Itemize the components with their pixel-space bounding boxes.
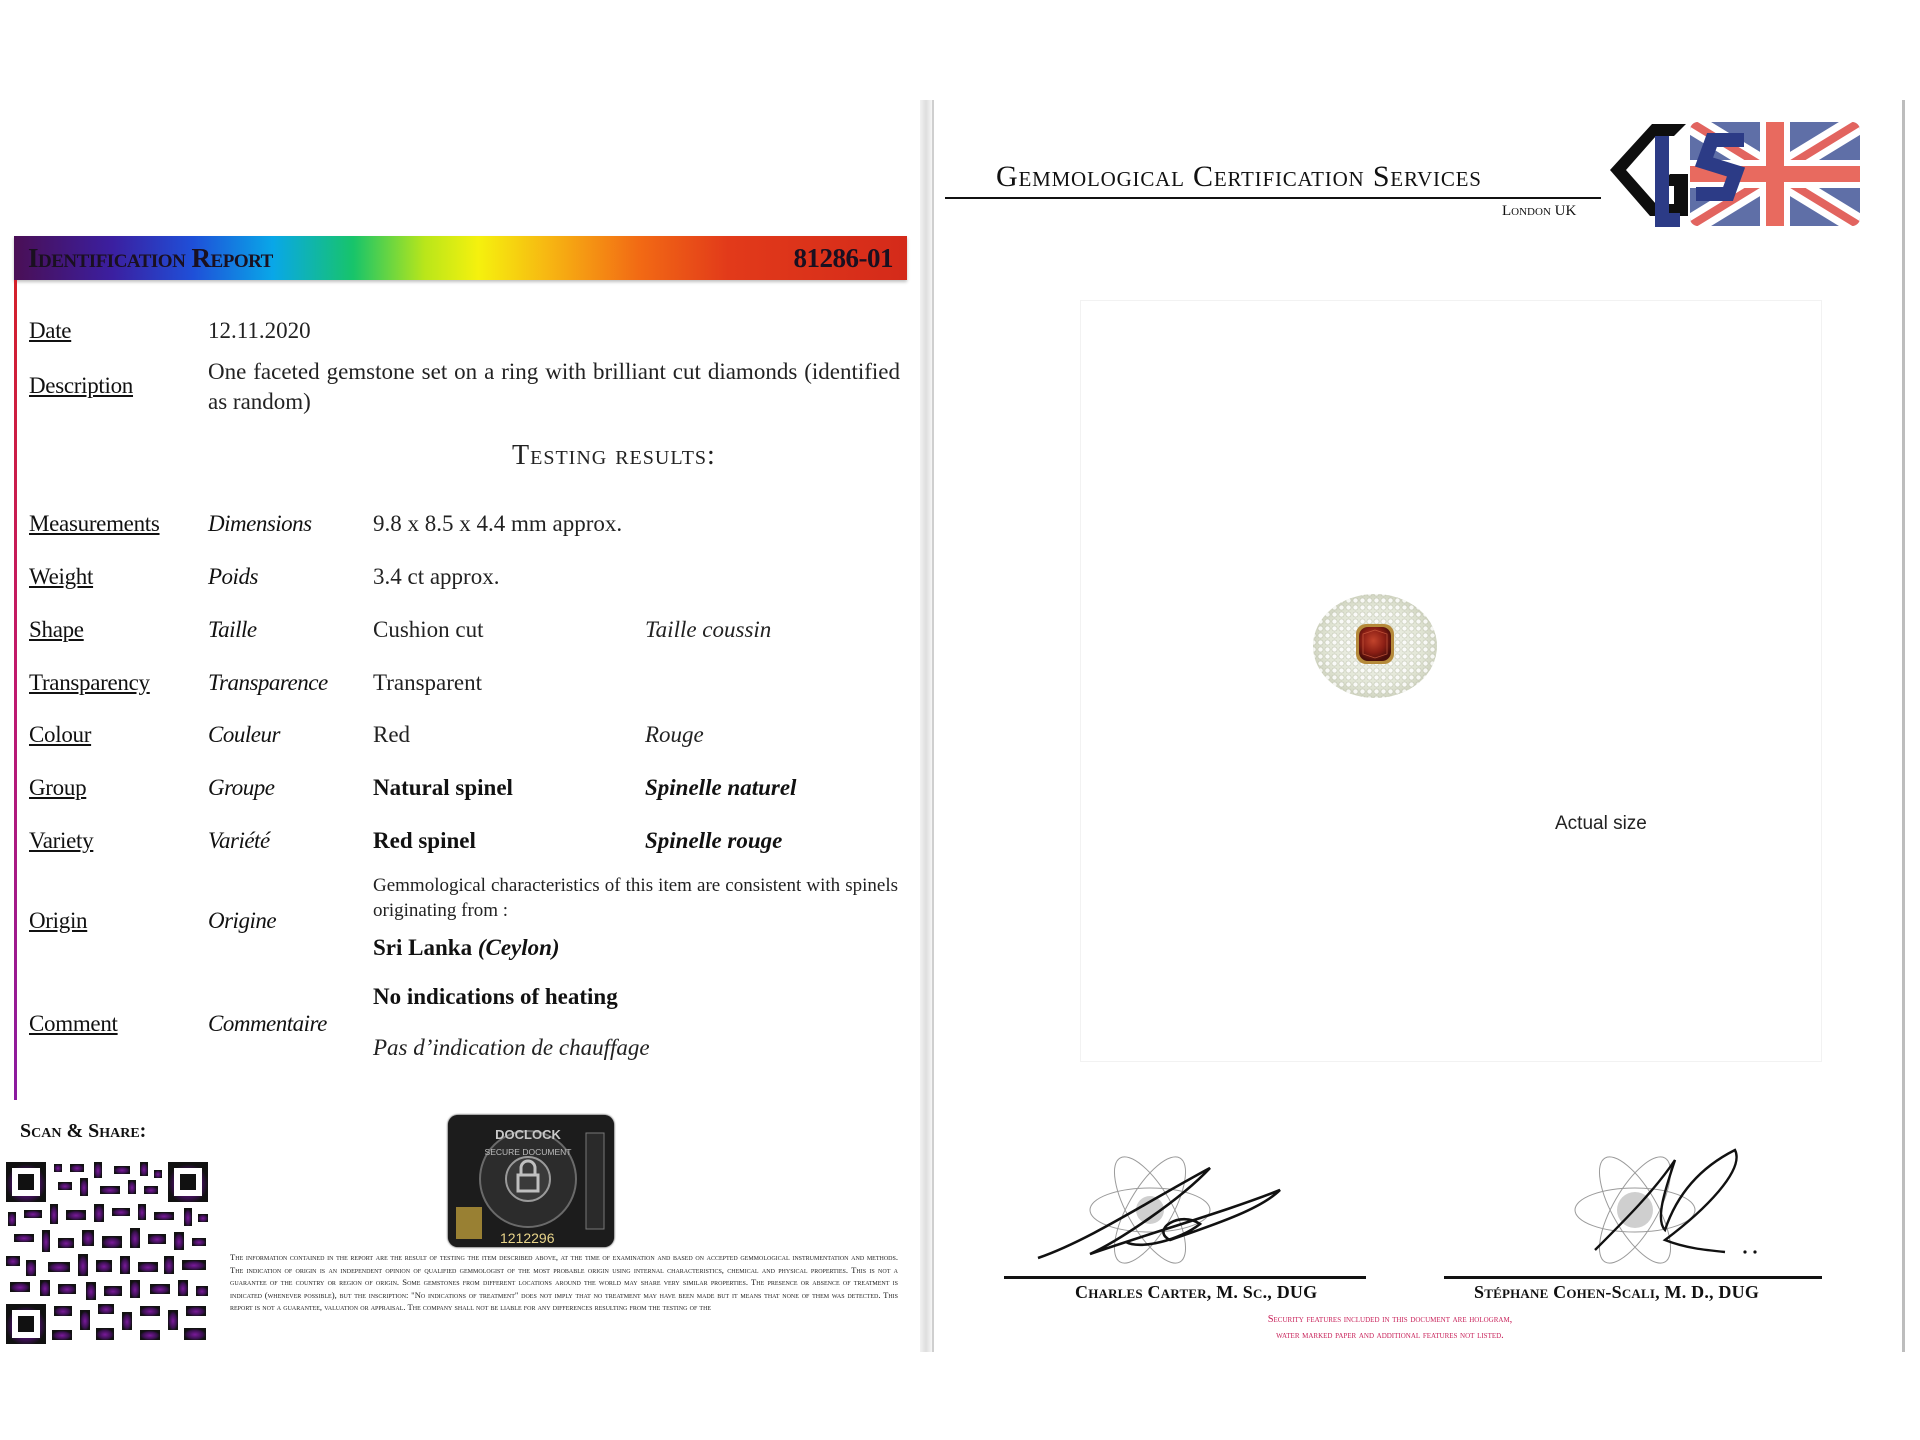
origin-note: Gemmological characteristics of this item are consistent with spinels originating from : bbox=[373, 875, 898, 921]
row-value-fr: Spinelle rouge bbox=[645, 828, 783, 853]
origin-label: Origin bbox=[29, 908, 88, 933]
signer-1-name: Charles Carter, M. Sc., DUG bbox=[1075, 1282, 1318, 1302]
disclaimer-text: The information contained in the report are the result of testing the item described above, at the time of examination and based on accepted gemmological instrumentation and methods. The indication of origin is an independent opinion of qualified gemmologist of the most probable origin using internal characteristics, chemical and physical properties. This is not a guarantee of the country or region of origin. Some gemstones from different locations around the world may share very similar properties. The presence or absence of treatment is indicated (whenever possible), but the inscription: "No indications of treatment" does not imply that no treatment may have been made but it means that none of them was detected. This report is not a guarantee, valuation or appraisal. The company shall not be liable for any differences resulting from the testing of the bbox=[230, 1252, 898, 1313]
origin-value bbox=[373, 935, 560, 961]
security-line-1: Security features included in this document are hologram, bbox=[1267, 1314, 1513, 1325]
signature-1-icon bbox=[1030, 1130, 1300, 1280]
report-title: Identification Report bbox=[28, 243, 273, 273]
row-value: Cushion cut bbox=[373, 617, 484, 642]
row-label: Measurements bbox=[29, 511, 160, 536]
row-value: Natural spinel bbox=[373, 775, 513, 800]
doclock-seal bbox=[448, 1115, 614, 1247]
ring-photo bbox=[1310, 590, 1440, 702]
company-name: Gemmological Certification Services bbox=[996, 160, 1482, 193]
seal-text-1: DOCLOCK bbox=[495, 1127, 561, 1142]
seal-text-2: SECURE DOCUMENT bbox=[484, 1147, 572, 1157]
signature-2-icon bbox=[1555, 1130, 1765, 1280]
qr-code[interactable] bbox=[4, 1160, 210, 1346]
date-label: Date bbox=[29, 318, 72, 343]
comment-label-fr: Commentaire bbox=[208, 1011, 327, 1036]
security-line-2: water marked paper and additional features not listed. bbox=[1276, 1330, 1504, 1341]
origin-label-fr: Origine bbox=[208, 908, 277, 933]
row-label-fr: Transparence bbox=[208, 670, 328, 695]
description-label: Description bbox=[29, 373, 134, 398]
testing-results-heading: Testing results: bbox=[512, 440, 716, 471]
row-label-fr: Taille bbox=[208, 617, 257, 642]
row-label: Weight bbox=[29, 564, 94, 589]
scan-share-label: Scan & Share: bbox=[20, 1120, 147, 1142]
actual-size-label: Actual size bbox=[1555, 813, 1647, 834]
row-value: 9.8 x 8.5 x 4.4 mm approx. bbox=[373, 511, 623, 536]
row-label-fr: Couleur bbox=[208, 722, 280, 747]
comment-value: No indications of heating bbox=[373, 984, 618, 1009]
seal-number: 1212296 bbox=[500, 1230, 555, 1246]
signature-1-line bbox=[1004, 1276, 1366, 1279]
row-label: Transparency bbox=[29, 670, 150, 695]
origin-country-alt: (Ceylon) bbox=[477, 935, 560, 960]
signature-2-line bbox=[1444, 1276, 1822, 1279]
report-number: 81286-01 bbox=[793, 243, 893, 273]
gcs-logo-icon bbox=[1604, 120, 1862, 228]
comment-value-fr: Pas d’indication de chauffage bbox=[373, 1035, 650, 1060]
signer-2-name: Stéphane Cohen-Scali, M. D., DUG bbox=[1474, 1282, 1760, 1302]
row-value-fr: Rouge bbox=[645, 722, 704, 747]
company-location: London UK bbox=[1502, 203, 1577, 219]
row-label-fr: Groupe bbox=[208, 775, 275, 800]
origin-country: Sri Lanka bbox=[373, 935, 473, 960]
left-accent-rule bbox=[14, 280, 17, 1100]
row-value: Transparent bbox=[373, 670, 483, 695]
row-value: 3.4 ct approx. bbox=[373, 564, 500, 589]
row-label: Shape bbox=[29, 617, 84, 642]
row-label-fr: Poids bbox=[208, 564, 258, 589]
row-label-fr: Variété bbox=[208, 828, 270, 853]
row-label: Variety bbox=[29, 828, 94, 853]
comment-label: Comment bbox=[29, 1011, 118, 1036]
date-value: 12.11.2020 bbox=[208, 318, 311, 343]
doclock-icon bbox=[448, 1115, 614, 1247]
row-label: Colour bbox=[29, 722, 92, 747]
watermark-frame bbox=[1080, 300, 1822, 1062]
security-note bbox=[1180, 1312, 1600, 1344]
row-value: Red spinel bbox=[373, 828, 476, 853]
row-label-fr: Dimensions bbox=[208, 511, 312, 536]
description-value: One faceted gemstone set on a ring with brilliant cut diamonds (identified as random) bbox=[208, 359, 900, 414]
header-rule bbox=[945, 197, 1601, 199]
row-value: Red bbox=[373, 722, 411, 747]
row-value-fr: Taille coussin bbox=[645, 617, 772, 642]
page-fold bbox=[920, 100, 932, 1352]
report-header-bar bbox=[14, 236, 907, 280]
row-label: Group bbox=[29, 775, 87, 800]
row-value-fr: Spinelle naturel bbox=[645, 775, 797, 800]
